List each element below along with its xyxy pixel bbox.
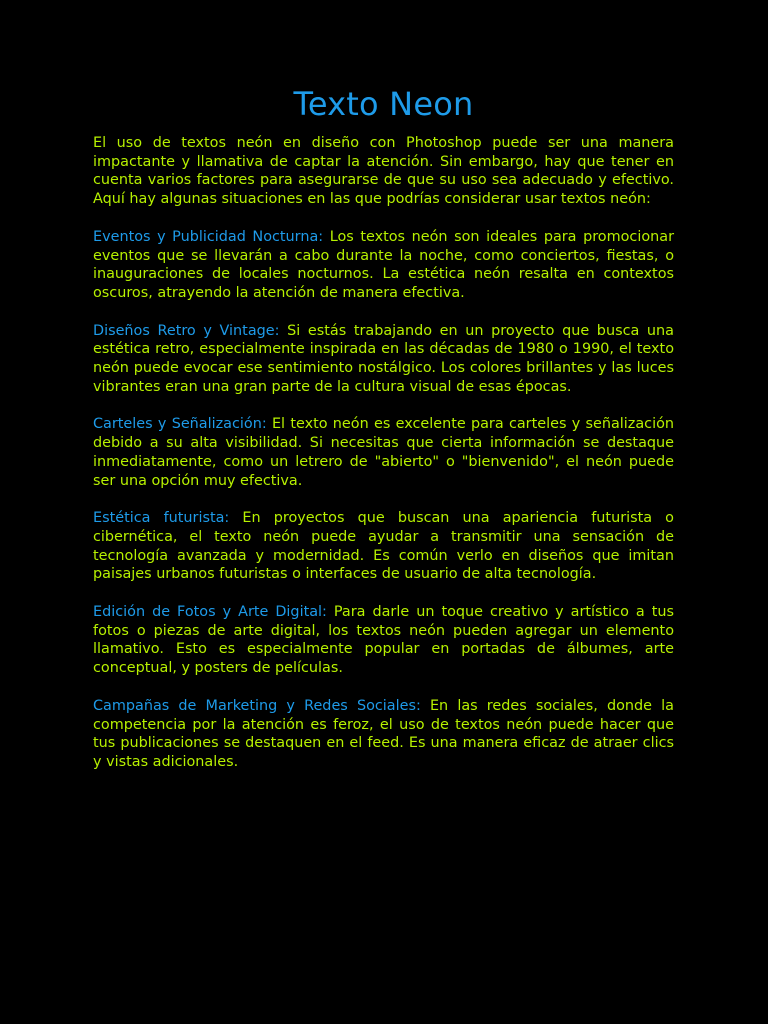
section-paragraph bbox=[93, 603, 674, 678]
section-body: El texto neón es excelente para carteles y señalización debido a su alta visibilidad. Si necesitas que cierta información se destaque inmediatamente, como un letrero de "abierto" o "bienvenido", el neón puede ser una opción muy efectiva. bbox=[93, 416, 674, 489]
section-heading: Carteles y Señalización: bbox=[93, 416, 267, 433]
section-body: En las redes sociales, donde la competencia por la atención es feroz, el uso de textos neón puede hacer que tus publicaciones se destaquen en el feed. Es una manera eficaz de atraer clics y vistas adicionales. bbox=[93, 697, 674, 770]
section-body: Si estás trabajando en un proyecto que busca una estética retro, especialmente inspirada en las décadas de 1980 o 1990, el texto neón puede evocar ese sentimiento nostálgico. Los colores brillantes y las luces vibrantes eran una gran parte de la cultura visual de esas épocas. bbox=[93, 322, 674, 395]
section-paragraph bbox=[93, 509, 674, 584]
section-paragraph bbox=[93, 322, 674, 397]
section-body: Los textos neón son ideales para promocionar eventos que se llevarán a cabo durante la noche, como conciertos, fiestas, o inauguraciones de locales nocturnos. La estética neón resalta en contextos oscuros, atrayendo la atención de manera efectiva. bbox=[93, 228, 675, 301]
section-paragraph bbox=[93, 228, 674, 303]
section-heading: Diseños Retro y Vintage: bbox=[93, 322, 280, 339]
section-heading: Edición de Fotos y Arte Digital: bbox=[93, 604, 327, 621]
section-heading: Campañas de Marketing y Redes Sociales: bbox=[93, 697, 421, 714]
section-paragraph bbox=[93, 415, 674, 490]
page-title: Texto Neon bbox=[293, 85, 474, 123]
section-heading: Estética futurista: bbox=[93, 510, 230, 527]
section-body: En proyectos que buscan una apariencia futurista o cibernética, el texto neón puede ayudar a transmitir una sensación de tecnología avanzada y modernidad. Es común verlo en diseños que imitan paisajes urbanos futuristas o interfaces de usuario de alta tecnología. bbox=[93, 510, 674, 583]
document-page bbox=[93, 84, 674, 791]
intro-paragraph: El uso de textos neón en diseño con Photoshop puede ser una manera impactante y llamativa de captar la atención. Sin embargo, hay que tener en cuenta varios factores para asegurarse de que su uso sea adecuado y efectivo. Aquí hay algunas situaciones en las que podrías considerar usar textos neón: bbox=[93, 135, 674, 208]
section-paragraph bbox=[93, 697, 674, 772]
section-heading: Eventos y Publicidad Nocturna: bbox=[93, 228, 324, 245]
section-body: Para darle un toque creativo y artístico a tus fotos o piezas de arte digital, los textos neón pueden agregar un elemento llamativo. Esto es especialmente popular en portadas de álbumes, arte conceptual, y posters de películas. bbox=[93, 604, 674, 677]
